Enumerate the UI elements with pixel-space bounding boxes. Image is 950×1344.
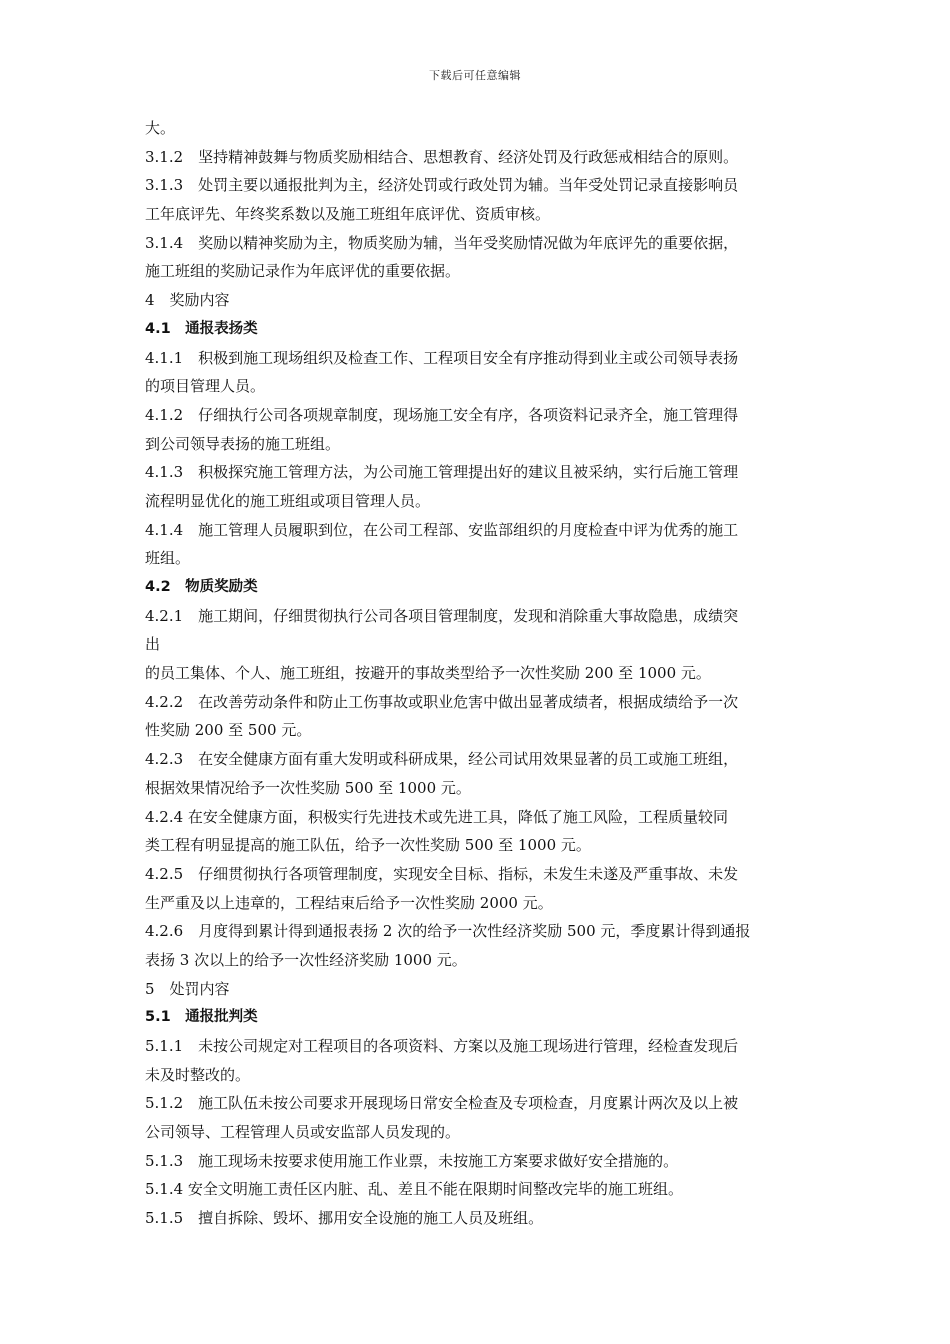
text-line: 性奖励 200 至 500 元。: [145, 721, 312, 740]
text-line: 4.2.5 仔细贯彻执行各项管理制度，实现安全目标、指标，未发生未遂及严重事故、未发: [145, 864, 739, 883]
text-line: 4.2.4 在安全健康方面，积极实行先进技术或先进工具，降低了施工风险，工程质量较同: [145, 807, 728, 826]
text-line: 5 处罚内容: [145, 979, 230, 998]
text-line: 流程明显优化的施工班组或项目管理人员。: [145, 491, 431, 510]
text-line: 5.1.2 施工队伍未按公司要求开展现场日常安全检查及专项检查，月度累计两次及以上被: [145, 1094, 739, 1113]
text-line: 4.2.1 施工期间，仔细贯彻执行公司各项目管理制度，发现和消除重大事故隐患，成绩突: [145, 606, 739, 625]
page-header: 下载后可任意编辑: [429, 69, 521, 82]
text-line: 3.1.2 坚持精神鼓舞与物质奖励相结合、思想教育、经济处罚及行政惩戒相结合的原则。: [145, 147, 739, 166]
text-line: 5.1.5 擅自拆除、毁坏、挪用安全设施的施工人员及班组。: [145, 1209, 544, 1228]
text-line: 工年底评先、年终奖系数以及施工班组年底评优、资质审核。: [145, 205, 551, 224]
section-heading: 4.1 通报表扬类: [145, 320, 258, 337]
text-line: 4.2.3 在安全健康方面有重大发明或科研成果，经公司试用效果显著的员工或施工班组，: [145, 750, 739, 769]
text-line: 5.1.1 未按公司规定对工程项目的各项资料、方案以及施工现场进行管理，经检查发现后: [145, 1037, 739, 1055]
text-line: 4.1.2 仔细执行公司各项规章制度，现场施工安全有序，各项资料记录齐全，施工管理得: [145, 405, 739, 424]
section-heading: 4.2 物质奖励类: [145, 579, 258, 595]
text-line: 4.1.1 积极到施工现场组织及检查工作、工程项目安全有序推动得到业主或公司领导表扬: [145, 348, 739, 367]
text-line: 的员工集体、个人、施工班组，按避开的事故类型给予一次性奖励 200 至 1000 元。: [145, 664, 711, 683]
text-line: 班组。: [145, 549, 191, 568]
text-line: 施工班组的奖励记录作为年底评优的重要依据。: [145, 262, 461, 281]
text-line: 4.1.4 施工管理人员履职到位，在公司工程部、安监部组织的月度检查中评为优秀的施工: [145, 520, 739, 539]
text-line: 4.2.2 在改善劳动条件和防止工伤事故或职业危害中做出显著成绩者，根据成绩给予一次: [145, 692, 739, 711]
text-line: 未及时整改的。: [145, 1065, 251, 1084]
text-line: 到公司领导表扬的施工班组。: [145, 434, 341, 453]
text-line: 3.1.3 处罚主要以通报批判为主，经济处罚或行政处罚为辅。当年受处罚记录直接影响员: [145, 176, 739, 195]
text-line: 5.1.4 安全文明施工责任区内脏、乱、差且不能在限期时间整改完毕的施工班组。: [145, 1180, 683, 1199]
text-line: 根据效果情况给予一次性奖励 500 至 1000 元。: [145, 778, 471, 797]
text-line: 3.1.4 奖励以精神奖励为主，物质奖励为辅，当年受奖励情况做为年底评先的重要依据，: [145, 233, 739, 252]
text-line: 的项目管理人员。: [145, 377, 266, 396]
text-line: 生严重及以上违章的，工程结束后给予一次性奖励 2000 元。: [145, 893, 553, 912]
text-line: 表扬 3 次以上的给予一次性经济奖励 1000 元。: [145, 950, 467, 969]
text-line: 大。: [145, 119, 176, 137]
text-line: 4.2.6 月度得到累计得到通报表扬 2 次的给予一次性经济奖励 500 元，季度累计得到通报: [145, 922, 751, 941]
section-heading: 5.1 通报批判类: [145, 1009, 258, 1026]
text-line: 出: [145, 635, 161, 654]
text-line: 5.1.3 施工现场未按要求使用施工作业票，未按施工方案要求做好安全措施的。: [145, 1151, 679, 1170]
text-line: 类工程有明显提高的施工队伍，给予一次性奖励 500 至 1000 元。: [145, 836, 591, 855]
text-line: 公司领导、工程管理人员或安监部人员发现的。: [145, 1123, 461, 1142]
text-line: 4 奖励内容: [145, 291, 230, 310]
text-line: 4.1.3 积极探究施工管理方法，为公司施工管理提出好的建议且被采纳，实行后施工管理: [145, 463, 739, 482]
document-body: [145, 114, 810, 1233]
